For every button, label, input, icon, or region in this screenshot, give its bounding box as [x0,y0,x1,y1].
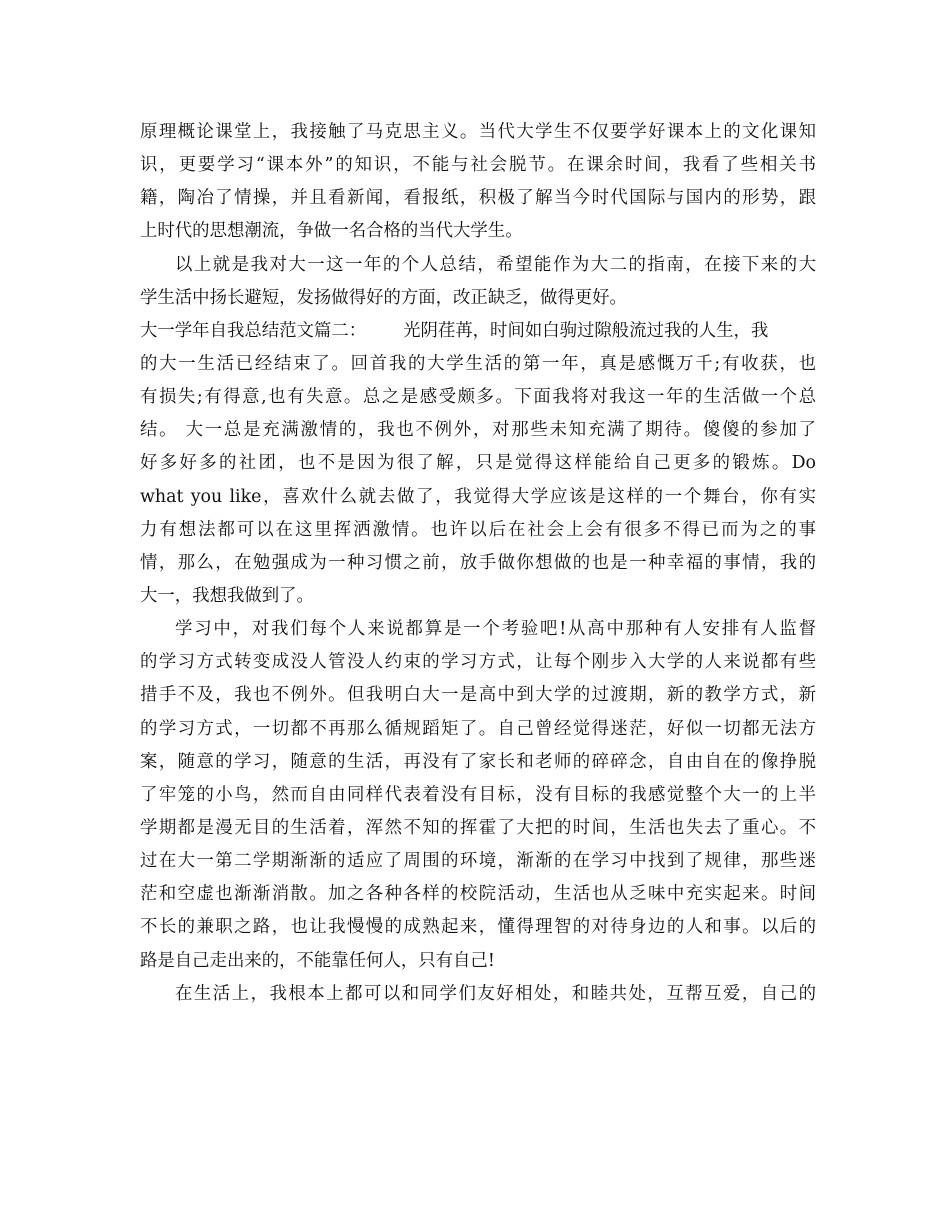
text-line: 路是自己走出来的，不能靠任何人，只有自己! [140,950,495,971]
text-line: what you like，喜欢什么就去做了，我觉得大学应该是这样的一个舞台，你有实 [140,486,816,507]
text-line: 识，更要学习“课本外”的知识，不能与社会脱节。在课余时间，我看了些相关书 [140,155,816,176]
text-line: 茫和空虚也渐渐消散。加之各种各样的校院活动，生活也从乏味中充实起来。时间 [140,884,816,905]
text-line: 的学习方式转变成没人管没人约束的学习方式，让每个刚步入大学的人来说都有些 [140,652,816,673]
text-line: 大一，我想我做到了。 [140,585,314,606]
text-line: 措手不及，我也不例外。但我明白大一是高中到大学的过渡期，新的教学方式，新 [140,685,816,706]
text-line: 力有想法都可以在这里挥洒激情。也许以后在社会上会有很多不得已而为之的事 [140,519,816,540]
text-line: 结。 大一总是充满激情的，我也不例外，对那些未知充满了期待。傻傻的参加了 [140,420,816,441]
section-heading-line [140,315,816,348]
text-line: 在生活上，我根本上都可以和同学们友好相处，和睦共处，互帮互爱，自己的 [175,983,816,1004]
text-line: 学期都是漫无目的生活着，浑然不知的挥霍了大把的时间，生活也失去了重心。不 [140,817,816,838]
document-body [140,116,816,1011]
text-line: 不长的兼职之路，也让我慢慢的成熟起来，懂得理智的对待身边的人和事。以后的 [140,917,816,938]
text-line: 了牢笼的小鸟，然而自由同样代表着没有目标，没有目标的我感觉整个大一的上半 [140,784,816,805]
section-first-line: 光阴荏苒，时间如白驹过隙般流过我的人生，我 [403,320,769,341]
text-line: 好多好多的社团，也不是因为很了解，只是觉得这样能给自己更多的锻炼。Do [140,453,816,474]
text-line: 学生活中扬长避短，发扬做得好的方面，改正缺乏，做得更好。 [140,287,627,308]
text-line: 以上就是我对大一这一年的个人总结，希望能作为大二的指南，在接下来的大 [175,254,816,275]
text-line: 学习中，对我们每个人来说都算是一个考验吧!从高中那种有人安排有人监督 [175,619,816,640]
text-line: 案，随意的学习，随意的生活，再没有了家长和老师的碎碎念，自由自在的像挣脱 [140,751,816,772]
text-line: 原理概论课堂上，我接触了马克思主义。当代大学生不仅要学好课本上的文化课知 [140,122,816,142]
text-line: 的学习方式，一切都不再那么循规蹈矩了。自己曾经觉得迷茫，好似一切都无法方 [140,718,816,739]
text-line: 过在大一第二学期渐渐的适应了周围的环境，渐渐的在学习中找到了规律，那些迷 [140,851,816,872]
section-title: 大一学年自我总结范文篇二： [140,320,367,341]
text-line: 情，那么，在勉强成为一种习惯之前，放手做你想做的也是一种幸福的事情，我的 [140,552,816,573]
text-line: 的大一生活已经结束了。回首我的大学生活的第一年，真是感慨万千;有收获，也 [140,353,816,374]
text-line: 有损失;有得意,也有失意。总之是感受颇多。下面我将对我这一年的生活做一个总 [140,387,816,408]
text-line: 上时代的思想潮流，争做一名合格的当代大学生。 [140,221,523,242]
text-line: 籍，陶冶了情操，并且看新闻，看报纸，积极了解当今时代国际与国内的形势，跟 [140,188,816,209]
